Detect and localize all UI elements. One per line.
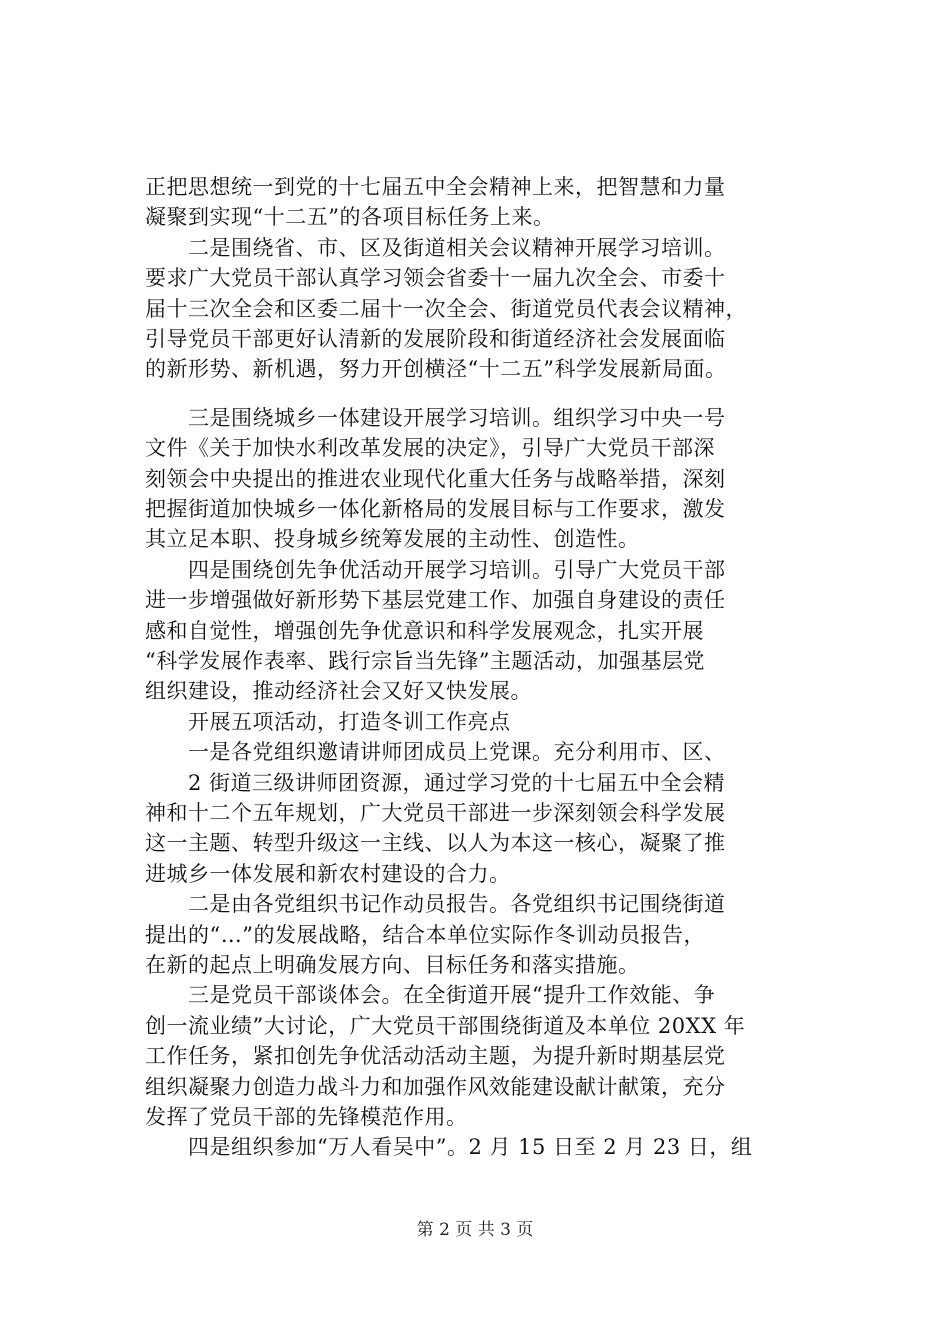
text-line: 在新的起点上明确发展方向、目标任务和落实措施。 [145, 953, 640, 977]
text-line: 四是组织参加“万人看吴中”。2 月 15 日至 2 月 23 日，组 [145, 1135, 753, 1160]
text-line: 四是围绕创先争优活动开展学习培训。引导广大党员干部 [145, 557, 726, 582]
page-number: 第 2 页 共 3 页 [416, 1220, 534, 1240]
text-line: 其立足本职、投身城乡统筹发展的主动性、创造性。 [145, 527, 640, 552]
text-line: 二是由各党组织书记作动员报告。各党组织书记围绕街道 [145, 892, 726, 917]
text-line: 创一流业绩”大讨论，广大党员干部围绕街道及本单位 20XX 年 [145, 1013, 746, 1038]
text-line: 正把思想统一到党的十七届五中全会精神上来，把智慧和力量 [145, 175, 726, 199]
text-line: 把握街道加快城乡一体化新格局的发展目标与工作要求，激发 [145, 497, 726, 521]
text-line: 这一主题、转型升级这一主线、以人为本这一核心，凝聚了推 [145, 831, 726, 856]
text-line: 进城乡一体发展和新农村建设的合力。 [145, 861, 511, 886]
text-line: 三是围绕城乡一体建设开展学习培训。组织学习中央一号 [145, 405, 726, 430]
text-line: 发挥了党员干部的先锋模范作用。 [145, 1105, 468, 1129]
page-footer [0, 1218, 950, 1242]
text-line: 进一步增强做好新形势下基层党建工作、加强自身建设的责任 [145, 588, 726, 613]
section-heading: 开展五项活动，打造冬训工作亮点 [145, 709, 511, 734]
text-line: 届十三次全会和区委二届十一次全会、街道党员代表会议精神， [145, 296, 747, 321]
text-line: 凝聚到实现“十二五”的各项目标任务上来。 [145, 205, 555, 230]
text-line: 刻领会中央提出的推进农业现代化重大任务与战略举措，深刻 [145, 466, 726, 491]
text-line: 的新形势、新机遇，努力开创横泾“十二五”科学发展新局面。 [145, 357, 727, 382]
text-line: 提出的“…”的发展战略，结合本单位实际作冬训动员报告， [145, 922, 705, 947]
text-line: 工作任务，紧扣创先争优活动活动主题，为提升新时期基层党 [145, 1044, 726, 1069]
text-line: 引导党员干部更好认清新的发展阶段和街道经济社会发展面临 [145, 327, 726, 351]
text-line: 二是围绕省、市、区及街道相关会议精神开展学习培训。 [145, 235, 726, 260]
text-line: 感和自觉性，增强创先争优意识和科学发展观念，扎实开展 [145, 618, 704, 643]
text-line: 三是党员干部谈体会。在全街道开展“提升工作效能、争 [145, 983, 716, 1008]
text-line: 要求广大党员干部认真学习领会省委十一届九次全会、市委十 [145, 266, 726, 291]
text-line: 2 街道三级讲师团资源，通过学习党的十七届五中全会精 [145, 770, 726, 795]
text-line: 文件《关于加快水利改革发展的决定》，引导广大党员干部深 [145, 436, 715, 461]
text-line: “科学发展作表率、践行宗旨当先锋”主题活动，加强基层党 [145, 649, 705, 673]
text-line: 组织建设，推动经济社会又好又快发展。 [145, 679, 532, 704]
text-line: 一是各党组织邀请讲师团成员上党课。充分利用市、区、 [145, 740, 726, 765]
text-line: 组织凝聚力创造力战斗力和加强作风效能建设献计献策，充分 [145, 1074, 726, 1099]
text-line: 神和十二个五年规划，广大党员干部进一步深刻领会科学发展 [145, 801, 726, 825]
